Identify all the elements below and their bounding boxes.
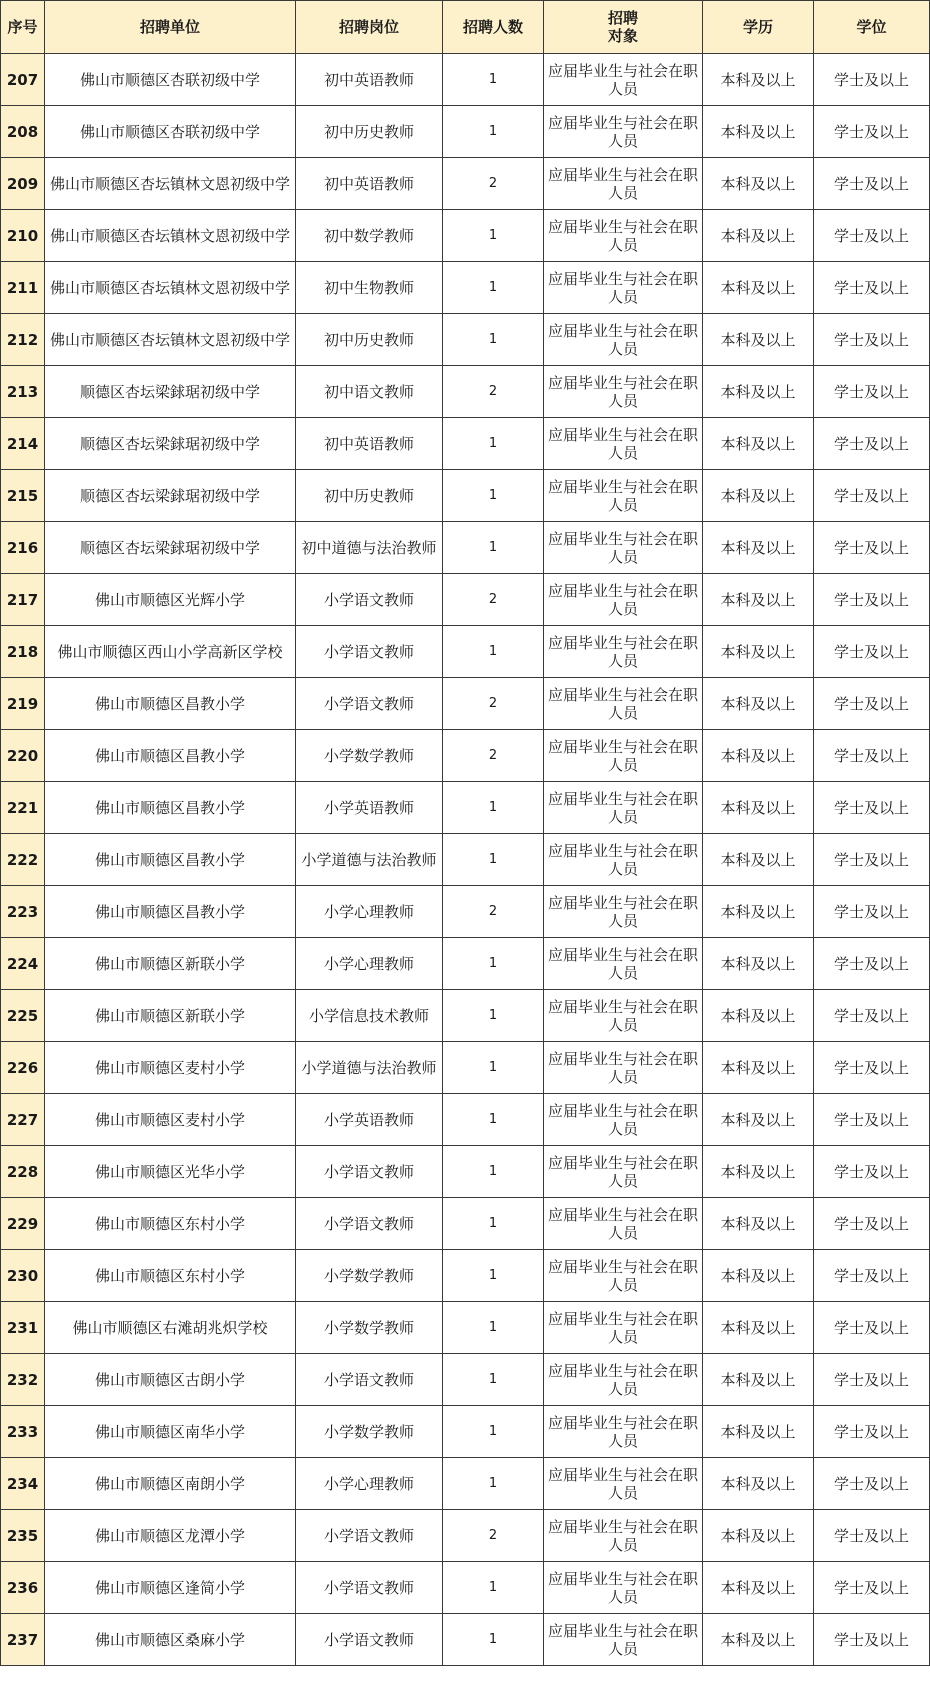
cell-position: 初中英语教师 [296,158,443,210]
cell-count: 1 [443,1094,544,1146]
cell-count: 1 [443,106,544,158]
cell-degree: 学士及以上 [814,54,930,106]
cell-unit: 佛山市顺德区光辉小学 [45,574,296,626]
cell-count: 1 [443,1146,544,1198]
cell-unit: 顺德区杏坛梁銶琚初级中学 [45,522,296,574]
cell-count: 1 [443,262,544,314]
cell-target: 应届毕业生与社会在职人员 [544,262,703,314]
cell-target: 应届毕业生与社会在职人员 [544,730,703,782]
cell-num: 233 [1,1406,45,1458]
cell-position: 小学语文教师 [296,626,443,678]
cell-unit: 佛山市顺德区东村小学 [45,1198,296,1250]
cell-education: 本科及以上 [703,1146,814,1198]
cell-unit: 佛山市顺德区杏联初级中学 [45,54,296,106]
cell-count: 2 [443,886,544,938]
cell-num: 216 [1,522,45,574]
cell-degree: 学士及以上 [814,990,930,1042]
cell-position: 小学语文教师 [296,1510,443,1562]
cell-degree: 学士及以上 [814,1458,930,1510]
cell-unit: 顺德区杏坛梁銶琚初级中学 [45,418,296,470]
cell-unit: 佛山市顺德区西山小学高新区学校 [45,626,296,678]
cell-unit: 佛山市顺德区昌教小学 [45,730,296,782]
table-row [1,626,930,678]
header-count: 招聘人数 [443,1,544,54]
cell-education: 本科及以上 [703,418,814,470]
cell-degree: 学士及以上 [814,1250,930,1302]
cell-num: 226 [1,1042,45,1094]
table-row [1,1146,930,1198]
table-row [1,1510,930,1562]
cell-count: 1 [443,54,544,106]
table-row [1,1042,930,1094]
table-row [1,1250,930,1302]
cell-target: 应届毕业生与社会在职人员 [544,782,703,834]
table-row [1,1614,930,1666]
cell-position: 小学语文教师 [296,1354,443,1406]
cell-education: 本科及以上 [703,262,814,314]
header-degree: 学位 [814,1,930,54]
table-row [1,782,930,834]
cell-education: 本科及以上 [703,834,814,886]
cell-num: 211 [1,262,45,314]
cell-degree: 学士及以上 [814,1406,930,1458]
cell-position: 小学语文教师 [296,1198,443,1250]
cell-position: 小学道德与法治教师 [296,834,443,886]
cell-num: 232 [1,1354,45,1406]
table-row [1,678,930,730]
cell-num: 213 [1,366,45,418]
cell-unit: 佛山市顺德区杏坛镇林文恩初级中学 [45,314,296,366]
cell-target: 应届毕业生与社会在职人员 [544,522,703,574]
cell-degree: 学士及以上 [814,522,930,574]
cell-unit: 佛山市顺德区右滩胡兆炽学校 [45,1302,296,1354]
cell-education: 本科及以上 [703,1302,814,1354]
cell-education: 本科及以上 [703,1510,814,1562]
cell-target: 应届毕业生与社会在职人员 [544,574,703,626]
cell-position: 初中历史教师 [296,314,443,366]
cell-target: 应届毕业生与社会在职人员 [544,470,703,522]
table-row [1,470,930,522]
cell-education: 本科及以上 [703,1250,814,1302]
header-row [1,1,930,54]
table-row [1,1094,930,1146]
table-row [1,1406,930,1458]
cell-degree: 学士及以上 [814,1354,930,1406]
cell-degree: 学士及以上 [814,1302,930,1354]
cell-unit: 佛山市顺德区东村小学 [45,1250,296,1302]
table-row [1,54,930,106]
cell-num: 223 [1,886,45,938]
cell-target: 应届毕业生与社会在职人员 [544,678,703,730]
cell-degree: 学士及以上 [814,782,930,834]
cell-target: 应届毕业生与社会在职人员 [544,1354,703,1406]
cell-unit: 佛山市顺德区杏坛镇林文恩初级中学 [45,262,296,314]
table-row [1,522,930,574]
cell-unit: 顺德区杏坛梁銶琚初级中学 [45,470,296,522]
table-row [1,314,930,366]
cell-num: 220 [1,730,45,782]
cell-unit: 佛山市顺德区古朗小学 [45,1354,296,1406]
cell-degree: 学士及以上 [814,210,930,262]
cell-unit: 佛山市顺德区光华小学 [45,1146,296,1198]
cell-count: 1 [443,782,544,834]
cell-degree: 学士及以上 [814,1146,930,1198]
cell-education: 本科及以上 [703,158,814,210]
cell-degree: 学士及以上 [814,106,930,158]
cell-position: 小学英语教师 [296,782,443,834]
cell-degree: 学士及以上 [814,1042,930,1094]
cell-target: 应届毕业生与社会在职人员 [544,1458,703,1510]
cell-unit: 佛山市顺德区桑麻小学 [45,1614,296,1666]
cell-count: 1 [443,1042,544,1094]
cell-num: 230 [1,1250,45,1302]
cell-target: 应届毕业生与社会在职人员 [544,990,703,1042]
cell-count: 1 [443,418,544,470]
cell-degree: 学士及以上 [814,158,930,210]
cell-education: 本科及以上 [703,470,814,522]
cell-num: 231 [1,1302,45,1354]
cell-education: 本科及以上 [703,782,814,834]
cell-education: 本科及以上 [703,1406,814,1458]
cell-degree: 学士及以上 [814,626,930,678]
table-row [1,574,930,626]
cell-num: 225 [1,990,45,1042]
cell-count: 1 [443,1458,544,1510]
cell-degree: 学士及以上 [814,1562,930,1614]
cell-degree: 学士及以上 [814,418,930,470]
table-row [1,262,930,314]
cell-degree: 学士及以上 [814,470,930,522]
cell-education: 本科及以上 [703,1562,814,1614]
cell-num: 228 [1,1146,45,1198]
cell-target: 应届毕业生与社会在职人员 [544,366,703,418]
cell-unit: 佛山市顺德区昌教小学 [45,678,296,730]
table-row [1,1354,930,1406]
cell-unit: 顺德区杏坛梁銶琚初级中学 [45,366,296,418]
cell-unit: 佛山市顺德区杏坛镇林文恩初级中学 [45,158,296,210]
cell-position: 初中英语教师 [296,54,443,106]
cell-unit: 佛山市顺德区杏联初级中学 [45,106,296,158]
cell-position: 小学数学教师 [296,730,443,782]
cell-position: 小学信息技术教师 [296,990,443,1042]
cell-education: 本科及以上 [703,626,814,678]
cell-target: 应届毕业生与社会在职人员 [544,1094,703,1146]
cell-degree: 学士及以上 [814,314,930,366]
cell-num: 224 [1,938,45,990]
table-row [1,210,930,262]
cell-position: 初中历史教师 [296,470,443,522]
cell-education: 本科及以上 [703,366,814,418]
header-target: 招聘 对象 [544,1,703,54]
cell-num: 218 [1,626,45,678]
cell-degree: 学士及以上 [814,678,930,730]
cell-count: 1 [443,1614,544,1666]
cell-position: 小学数学教师 [296,1302,443,1354]
cell-degree: 学士及以上 [814,1094,930,1146]
cell-count: 1 [443,1406,544,1458]
cell-num: 212 [1,314,45,366]
cell-target: 应届毕业生与社会在职人员 [544,210,703,262]
cell-target: 应届毕业生与社会在职人员 [544,1302,703,1354]
cell-target: 应届毕业生与社会在职人员 [544,314,703,366]
cell-target: 应届毕业生与社会在职人员 [544,1042,703,1094]
cell-unit: 佛山市顺德区麦村小学 [45,1042,296,1094]
table-header [1,1,930,54]
cell-num: 237 [1,1614,45,1666]
table-row [1,1458,930,1510]
cell-degree: 学士及以上 [814,366,930,418]
header-num: 序号 [1,1,45,54]
cell-position: 初中生物教师 [296,262,443,314]
cell-education: 本科及以上 [703,210,814,262]
cell-count: 1 [443,990,544,1042]
cell-num: 235 [1,1510,45,1562]
cell-unit: 佛山市顺德区新联小学 [45,938,296,990]
cell-target: 应届毕业生与社会在职人员 [544,1250,703,1302]
table-row [1,1302,930,1354]
cell-target: 应届毕业生与社会在职人员 [544,1198,703,1250]
cell-education: 本科及以上 [703,574,814,626]
cell-unit: 佛山市顺德区南华小学 [45,1406,296,1458]
cell-target: 应届毕业生与社会在职人员 [544,834,703,886]
cell-num: 207 [1,54,45,106]
cell-target: 应届毕业生与社会在职人员 [544,1562,703,1614]
cell-education: 本科及以上 [703,1458,814,1510]
cell-target: 应届毕业生与社会在职人员 [544,1510,703,1562]
cell-num: 221 [1,782,45,834]
cell-unit: 佛山市顺德区昌教小学 [45,886,296,938]
cell-target: 应届毕业生与社会在职人员 [544,106,703,158]
cell-degree: 学士及以上 [814,886,930,938]
table-row [1,886,930,938]
cell-degree: 学士及以上 [814,574,930,626]
cell-degree: 学士及以上 [814,938,930,990]
cell-position: 小学英语教师 [296,1094,443,1146]
cell-education: 本科及以上 [703,678,814,730]
cell-education: 本科及以上 [703,1614,814,1666]
cell-target: 应届毕业生与社会在职人员 [544,1146,703,1198]
cell-degree: 学士及以上 [814,1614,930,1666]
cell-target: 应届毕业生与社会在职人员 [544,418,703,470]
cell-position: 小学心理教师 [296,938,443,990]
cell-num: 215 [1,470,45,522]
table-row [1,938,930,990]
cell-count: 1 [443,522,544,574]
cell-num: 210 [1,210,45,262]
cell-degree: 学士及以上 [814,730,930,782]
cell-count: 1 [443,834,544,886]
cell-count: 2 [443,678,544,730]
cell-num: 209 [1,158,45,210]
cell-count: 1 [443,1562,544,1614]
cell-degree: 学士及以上 [814,1510,930,1562]
cell-education: 本科及以上 [703,1354,814,1406]
cell-position: 小学语文教师 [296,1146,443,1198]
header-unit: 招聘单位 [45,1,296,54]
cell-count: 1 [443,1354,544,1406]
cell-education: 本科及以上 [703,1094,814,1146]
cell-target: 应届毕业生与社会在职人员 [544,54,703,106]
cell-num: 222 [1,834,45,886]
table-row [1,418,930,470]
table-row [1,1562,930,1614]
cell-num: 217 [1,574,45,626]
cell-num: 219 [1,678,45,730]
cell-education: 本科及以上 [703,730,814,782]
cell-count: 2 [443,366,544,418]
cell-position: 小学语文教师 [296,1562,443,1614]
cell-target: 应届毕业生与社会在职人员 [544,1614,703,1666]
cell-count: 1 [443,1302,544,1354]
cell-count: 1 [443,938,544,990]
cell-count: 2 [443,574,544,626]
cell-unit: 佛山市顺德区杏坛镇林文恩初级中学 [45,210,296,262]
cell-num: 236 [1,1562,45,1614]
cell-education: 本科及以上 [703,314,814,366]
cell-degree: 学士及以上 [814,834,930,886]
cell-unit: 佛山市顺德区南朗小学 [45,1458,296,1510]
cell-num: 229 [1,1198,45,1250]
cell-target: 应届毕业生与社会在职人员 [544,626,703,678]
cell-position: 初中英语教师 [296,418,443,470]
table-row [1,1198,930,1250]
cell-position: 小学数学教师 [296,1250,443,1302]
cell-education: 本科及以上 [703,938,814,990]
cell-target: 应届毕业生与社会在职人员 [544,886,703,938]
cell-position: 小学道德与法治教师 [296,1042,443,1094]
table-body [1,54,930,1666]
cell-position: 初中道德与法治教师 [296,522,443,574]
cell-unit: 佛山市顺德区新联小学 [45,990,296,1042]
cell-target: 应届毕业生与社会在职人员 [544,938,703,990]
cell-num: 214 [1,418,45,470]
table-row [1,730,930,782]
cell-num: 227 [1,1094,45,1146]
cell-education: 本科及以上 [703,106,814,158]
cell-num: 208 [1,106,45,158]
cell-unit: 佛山市顺德区龙潭小学 [45,1510,296,1562]
table-row [1,366,930,418]
cell-position: 小学语文教师 [296,678,443,730]
cell-position: 初中历史教师 [296,106,443,158]
cell-count: 1 [443,1198,544,1250]
cell-position: 小学语文教师 [296,1614,443,1666]
cell-position: 初中数学教师 [296,210,443,262]
cell-unit: 佛山市顺德区昌教小学 [45,782,296,834]
header-education: 学历 [703,1,814,54]
cell-position: 小学心理教师 [296,886,443,938]
cell-count: 2 [443,158,544,210]
cell-education: 本科及以上 [703,522,814,574]
cell-position: 初中语文教师 [296,366,443,418]
cell-num: 234 [1,1458,45,1510]
cell-education: 本科及以上 [703,1198,814,1250]
cell-count: 2 [443,1510,544,1562]
cell-unit: 佛山市顺德区逢简小学 [45,1562,296,1614]
cell-count: 1 [443,470,544,522]
cell-count: 1 [443,314,544,366]
cell-count: 1 [443,1250,544,1302]
table-row [1,834,930,886]
cell-education: 本科及以上 [703,1042,814,1094]
cell-education: 本科及以上 [703,990,814,1042]
cell-degree: 学士及以上 [814,262,930,314]
cell-count: 2 [443,730,544,782]
header-position: 招聘岗位 [296,1,443,54]
cell-count: 1 [443,210,544,262]
cell-position: 小学数学教师 [296,1406,443,1458]
cell-position: 小学心理教师 [296,1458,443,1510]
cell-position: 小学语文教师 [296,574,443,626]
cell-count: 1 [443,626,544,678]
cell-education: 本科及以上 [703,886,814,938]
cell-unit: 佛山市顺德区昌教小学 [45,834,296,886]
cell-degree: 学士及以上 [814,1198,930,1250]
table-row [1,106,930,158]
cell-unit: 佛山市顺德区麦村小学 [45,1094,296,1146]
cell-education: 本科及以上 [703,54,814,106]
table-row [1,990,930,1042]
cell-target: 应届毕业生与社会在职人员 [544,1406,703,1458]
cell-target: 应届毕业生与社会在职人员 [544,158,703,210]
table-row [1,158,930,210]
